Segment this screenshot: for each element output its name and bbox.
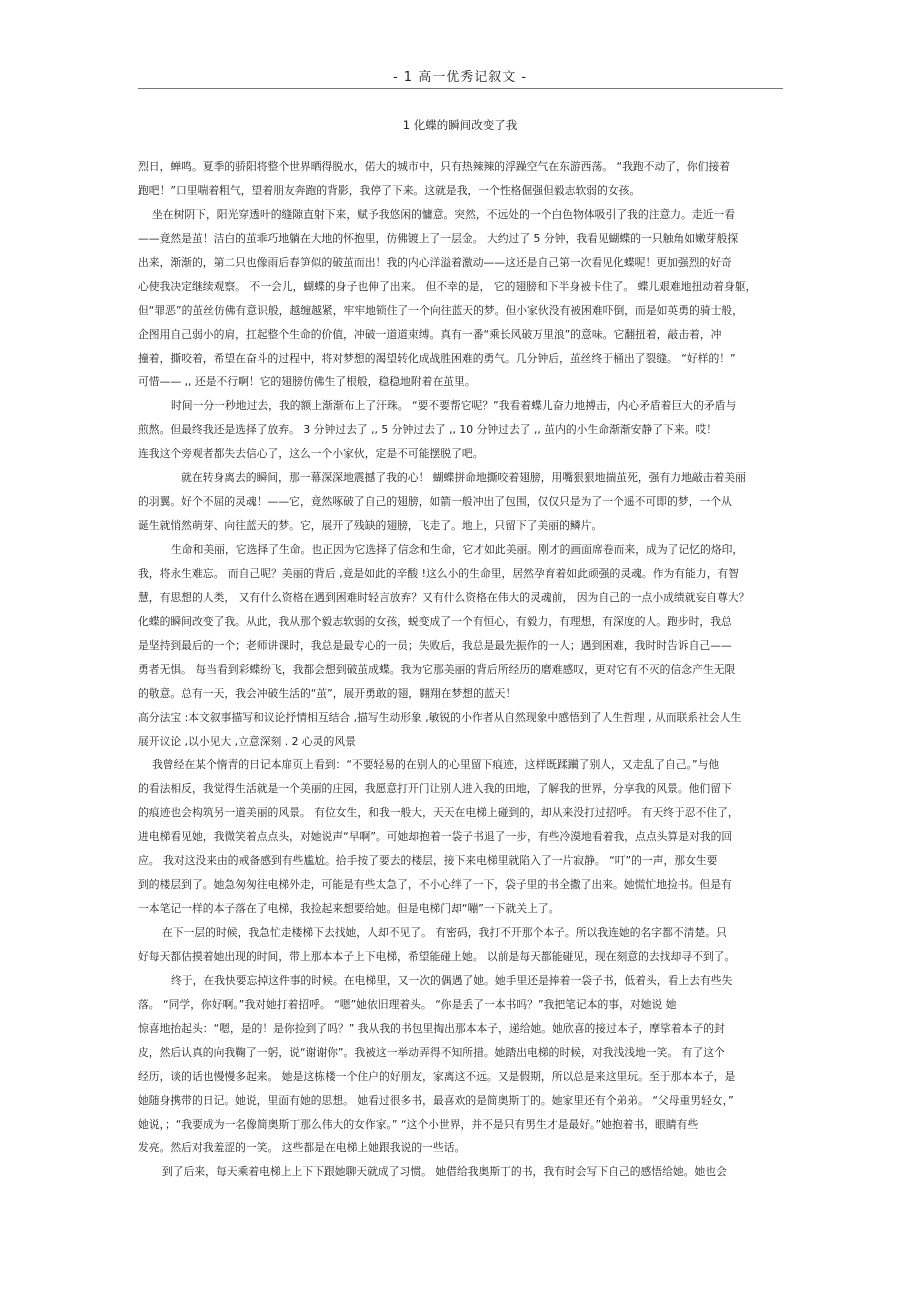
text-line: 到的楼层到了。她急匆匆往电梯外走，可能是有些太急了，不小心绊了一下，袋子里的书全撒了出来。她慌忙地捡书。但是有 [138, 878, 732, 892]
text-line: 我曾经在某个惰青的日记本扉页上看到：“不要轻易的在别人的心里留下痕迹，这样既蹂躏了别人，又走乱了自己。”与他 [152, 758, 720, 772]
text-line: 展开议论 ,以小见大 ,立意深刻 . 2 心灵的风景 [138, 734, 356, 748]
text-line: ——竟然是茧！洁白的茧乖巧地躺在大地的怀抱里，仿佛镀上了一层金。 大约过了 5 分钟，我看见蝴蝶的一只触角如嫩芽般探 [138, 231, 739, 245]
text-line: 时间一分一秒地过去，我的额上渐渐布上了汗珠。 “要不要帮它呢？”我看着蝶儿奋力地搏击，内心矛盾着巨大的矛盾与 [171, 399, 737, 413]
text-line: 的羽翼。好个不屈的灵魂！——它，竟然啄破了自己的翅膀，如箭一般冲出了包围，仅仅只是为了一个遥不可即的梦，一个从 [138, 495, 732, 509]
essay-body [138, 155, 788, 1184]
text-line: 进电梯看见她，我微笑着点点头，对她说声“早啊”。可她却抱着一袋子书退了一步，有些冷漠地看着我，点点头算是对我的回 [138, 830, 733, 844]
text-line: 她随身携带的日记。她说，里面有她的思想。 她看过很多书，最喜欢的是简奥斯丁的。她家里还有个弟弟。 “父母重男轻女，” [138, 1093, 734, 1107]
running-header: - 1 高一优秀记叙文 - [392, 70, 528, 85]
text-line: 应。 我对这没来由的戒备感到有些尴尬。拾手按了要去的楼层，接下来电梯里就陷入了一片寂静。 “叮”的一声，那女生要 [138, 854, 718, 868]
text-line: 坐在树阴下，阳光穿透叶的缝隙直射下来，赋予我悠闲的慵意。突然，不远处的一个白色物体吸引了我的注意力。走近一看 [152, 207, 736, 221]
text-line: 化蝶的瞬间改变了我。从此，我从那个毅志软弱的女孩，蜕变成了一个有恒心，有毅力，有理想，有深度的人。跑步时，我总 [138, 614, 732, 628]
text-line: 但“罪恶”的茧丝仿佛有意识般，越缠越紧，牢牢地锁住了一个向往蓝天的梦。但小家伙没有被困难吓倒，而是如英勇的骑士般， [138, 303, 744, 317]
text-line: 终于，在我快要忘掉这件事的时候。在电梯里，又一次的偶遇了她。她手里还是捧着一袋子书，低着头，看上去有些失 [171, 973, 733, 987]
text-line: 是坚持到最后的一个；老师讲课时，我总是最专心的一员；失败后，我总是最先振作的一人；遇到困难，我时时告诉自己—— [138, 638, 732, 652]
text-line: 我，将永生难忘。 而自己呢？美丽的背后 ,竟是如此的辛酸 !这么小的生命里，居然孕育着如此顽强的灵魂。作为有能力，有智 [138, 566, 740, 580]
text-line: 她说，；“我要成为一名像简奥斯丁那么伟大的女作家。” “这个小世界，并不是只有男生才是最好。”她抱着书，眼睛有些 [138, 1117, 699, 1131]
text-line: 落。 “同学，你好啊。”我对她打着招呼。 “嗯”她依旧理着头。 “你是丢了一本书吗？”我把笔记本的事，对她说 她 [138, 997, 677, 1011]
text-line: 诞生就悄然萌芽、向往蓝天的梦。它，展开了残缺的翅膀，飞走了。地上，只留下了美丽的鳞片。 [138, 519, 603, 533]
text-line: 撞着，撕咬着，希望在奋斗的过程中，将对梦想的渴望转化成战胜困难的勇气。几分钟后，茧丝终于桶出了裂缝。 “好样的！” [138, 351, 736, 365]
text-line: 在下一层的时候，我急忙走楼梯下去找她，人却不见了。 有密码，我打不开那个本子。所以我连她的名字都不清楚。只 [162, 926, 727, 939]
text-line: 惊喜地抬起头：“嗯，是的！是你捡到了吗？” 我从我的书包里掏出那本本子，递给她。她欣喜的接过本子，摩挲着本子的封 [138, 1021, 725, 1035]
text-line: 连我这个旁观者都失去信心了，这么一个小家伙，定是不可能摆脱了吧。 [138, 447, 484, 461]
text-line: 心使我决定继续观察。 不一会儿，蝴蝶的身子也伸了出来。 但不幸的是， 它的翅膀和下半身被卡住了。 蝶儿艰难地扭动着身躯， [138, 279, 757, 293]
text-line: 生命和美丽，它选择了生命。也正因为它选择了信念和生命，它才如此美丽。刚才的画面席卷而来，成为了记忆的烙印， [171, 543, 744, 556]
text-line: 慧，有思想的人类， 又有什么资格在遇到困难时轻言放弃？又有什么资格在伟大的灵魂前， 因为自己的一点小成绩就妄自尊大？ [138, 590, 750, 604]
text-line: 煎熬。但最终我还是选择了放弃。 3 分钟过去了 ,, 5 分钟过去了 ,, 10 分钟过去了 ,, 茧内的小生命渐渐安静了下来。哎！ [138, 423, 718, 437]
text-line: 的敬意。总有一天，我会冲破生活的“茧”，展开勇敢的翅，翱翔在梦想的蓝天！ [138, 686, 517, 700]
essay-title: 1 化蝶的瞬间改变了我 [402, 118, 518, 132]
text-line: 皮，然后认真的向我鞠了一躬，说“谢谢你”。我被这一举动弄得不知所措。她踏出电梯的时候，对我浅浅地一笑。 有了这个 [138, 1045, 725, 1059]
text-line: 好每天都估摸着她出现的时间，带上那本本子上下电梯，希望能碰上她。 以前是每天都能碰见，现在刻意的去找却寻不到了。 [138, 949, 736, 963]
text-line: 到了后来，每天乘着电梯上上下下跟她聊天就成了习惯。 她借给我奥斯丁的书，我有时会写下自己的感悟给她。她也会 [162, 1165, 727, 1179]
header-rule [138, 88, 783, 89]
text-line: 企图用自己弱小的肩，扛起整个生命的价值，冲破一道道束缚。真有一番“乘长风破万里浪”的意味。它翻扭着，敲击着，冲 [138, 327, 722, 341]
text-line: 出来，渐渐的，第二只也像雨后春笋似的破茧而出！我的内心洋溢着激动——这还是自己第一次看见化蝶呢！更加强烈的好奇 [138, 255, 732, 269]
text-line: 可惜—— ,, 还是不行啊！它的翅膀仿佛生了根般，稳稳地附着在茧里。 [138, 375, 476, 389]
text-line: 勇者无惧。 每当看到彩蝶纷飞，我都会想到破茧成蝶。我为它那美丽的背后所经历的磨难感叹，更对它有不灭的信念产生无限 [138, 662, 736, 676]
text-line: 一本笔记一样的本子落在了电梯，我捡起来想要给她。但是电梯门却“嘣”一下就关上了。 [138, 902, 560, 916]
text-line: 的痕迹也会构筑另一道美丽的风景。 有位女生，和我一般大，天天在电梯上碰到的，却从来没打过招呼。 有天终于忍不住了， [138, 806, 739, 820]
text-line: 的看法相反，我觉得生活就是一个美丽的庄园，我愿意打开门让别人进入我的田地，了解我的世界，分享我的风景。他们留下 [138, 782, 732, 796]
text-line: 跑吧！”口里喘着粗气，望着朋友奔跑的背影，我停了下来。这就是我，一个性格倔强但毅志软弱的女孩。 [138, 183, 641, 197]
text-line: 就在转身离去的瞬间，那一幕深深地震撼了我的心！ 蝴蝶拼命地撕咬着翅膀，用嘴狠狠地揣茧死，强有力地敲击着美丽 [181, 471, 746, 485]
text-line: 烈日，蝉鸣。夏季的骄阳将整个世界晒得脱水，偌大的城市中，只有热辣辣的浮躁空气在东游西荡。 “我跑不动了，你们接着 [138, 160, 731, 173]
text-line: 发亮。然后对我羞涩的一笑。 这些都是在电梯上她跟我说的一些话。 [138, 1141, 466, 1155]
text-line: 经历，谈的话也慢慢多起来。 她是这栋楼一个住户的好朋友，家离这不远。又是假期，所以总是来这里玩。至于那本本子，是 [138, 1069, 736, 1083]
text-line: 高分法宝 :本文叙事描写和议论抒情相互结合 ,描写生动形象 ,敏锐的小作者从自然现象中感悟到了人生哲理 , 从而联系社会人生 [138, 710, 742, 724]
